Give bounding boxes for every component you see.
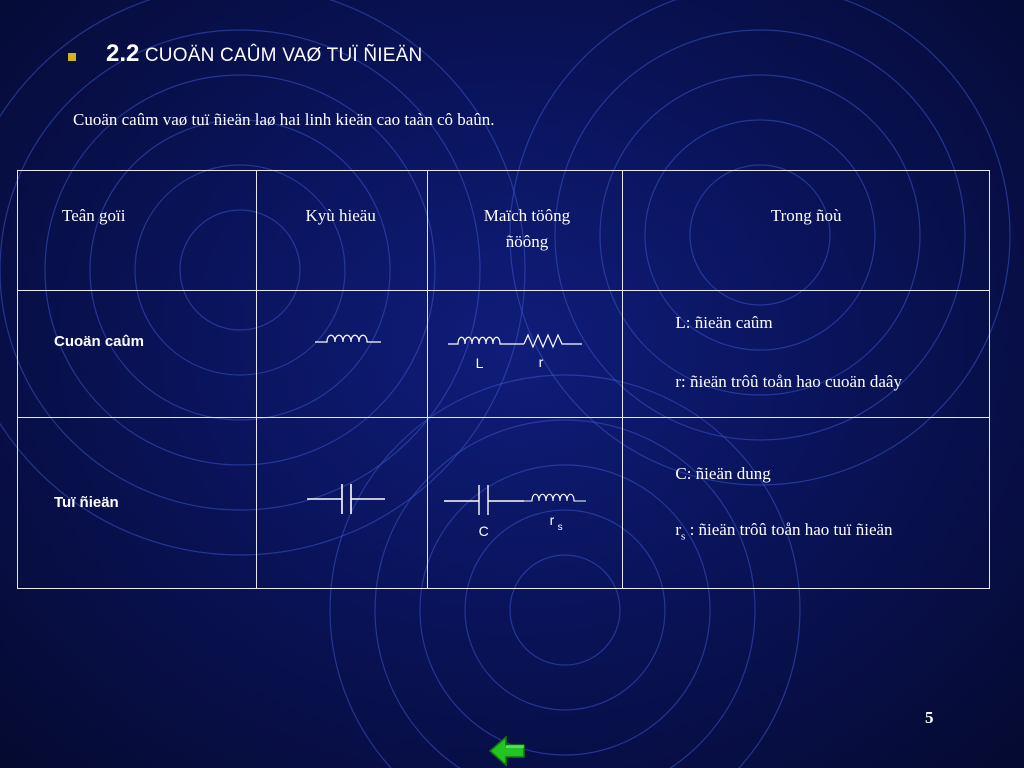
row-description-cell [623, 291, 990, 418]
desc-coil-loss: r: ñieän trôû toån hao cuoän daây [675, 372, 902, 391]
row-description-cell [623, 418, 990, 589]
label-L: L [475, 355, 484, 371]
row-equivalent-cell [427, 291, 623, 418]
row-name-cell [18, 291, 257, 418]
row-name-inductor: Cuoän caûm [54, 333, 145, 350]
header-equivalent [432, 203, 623, 255]
capacitor-symbol-icon [307, 482, 387, 518]
header-symbol: Kyù hieäu [305, 206, 376, 225]
desc-r-symbol: r [675, 520, 682, 539]
row-name-cell [18, 418, 257, 589]
label-subscript-s: s [557, 522, 563, 533]
slide-subtitle: Cuoän caûm vaø tuï ñieän laø hai linh kieän cao taàn cô baûn. [73, 110, 495, 129]
header-cell-equivalent [427, 171, 623, 291]
title-text: CUOÄN CAÛM VAØ TUÏ ÑIEÄN [144, 45, 423, 66]
capacitor-equivalent-circuit-icon [444, 482, 589, 518]
inductor-symbol-icon [315, 329, 383, 345]
row-symbol-cell [256, 291, 427, 418]
label-r: r [549, 512, 555, 528]
row-name-capacitor: Tuï ñieän [54, 494, 119, 511]
components-table [17, 170, 990, 589]
row-symbol-cell [256, 418, 427, 589]
desc-inductance: L: ñieän caûm [675, 313, 773, 332]
desc-r-text: : ñieän trôû toån hao tuï ñieän [685, 520, 893, 539]
title-number: 2.2 [106, 40, 140, 67]
slide-title [106, 40, 422, 68]
header-equivalent-line2: ñöông [505, 232, 549, 251]
header-equivalent-line1: Maïch töông [483, 206, 571, 225]
desc-r-subscript: s [681, 530, 686, 543]
header-cell-description [623, 171, 990, 291]
table-header-row [18, 171, 990, 291]
label-C: C [478, 523, 489, 539]
desc-capacitor-loss [675, 520, 892, 542]
row-equivalent-cell [427, 418, 623, 589]
header-name: Teân goïi [62, 206, 126, 225]
desc-capacitance: C: ñieän dung [675, 464, 771, 483]
header-description: Trong ñoù [770, 206, 842, 225]
header-cell-symbol [256, 171, 427, 291]
label-r: r [538, 354, 544, 370]
header-cell-name [18, 171, 257, 291]
back-arrow-icon[interactable] [488, 735, 528, 768]
page-number: 5 [925, 708, 934, 727]
square-bullet-icon [68, 53, 76, 61]
table-row [18, 291, 990, 418]
inductor-equivalent-circuit-icon [448, 329, 584, 349]
table-row [18, 418, 990, 589]
